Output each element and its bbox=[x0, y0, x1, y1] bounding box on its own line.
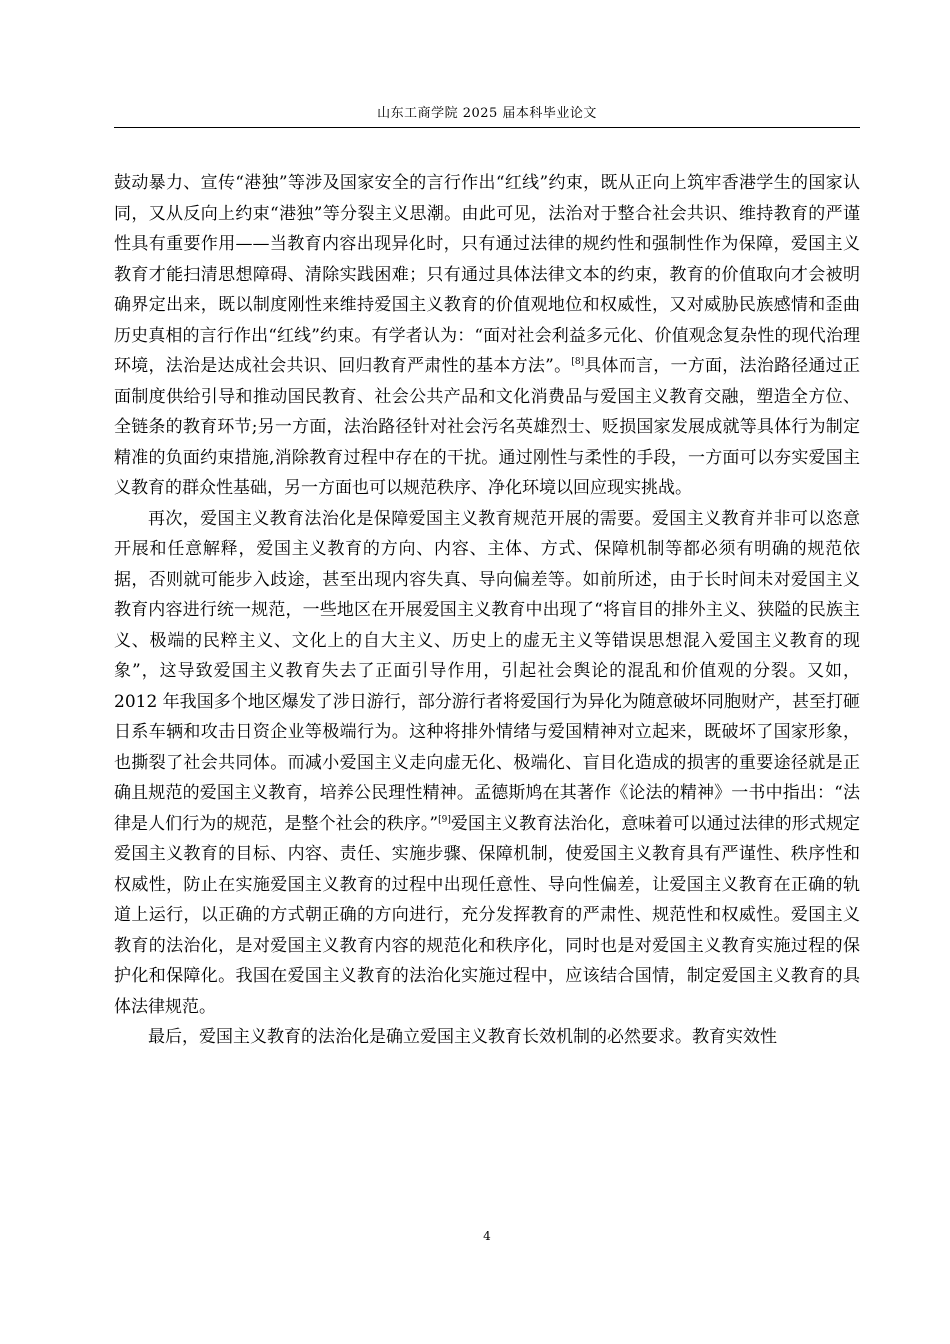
paragraph-continued bbox=[114, 168, 860, 504]
body-text bbox=[114, 168, 860, 1053]
citation-superscript: [9] bbox=[438, 814, 451, 825]
paragraph-text: 最后，爱国主义教育的法治化是确立爱国主义教育长效机制的必然要求。教育实效性 bbox=[148, 1027, 777, 1047]
running-header: 山东工商学院 2025 届本科毕业论文 bbox=[377, 106, 597, 121]
paragraph-text: 具体而言，一方面，法治路径通过正面制度供给引导和推动国民教育、社会公共产品和文化消费品与爱国主义教育交融，塑造全方位、全链条的教育环节;另一方面，法治路径针对社会污名英雄烈士、贬损国家发展成就等具体行为制定精准的负面约束措施,消除教育过程中存在的干扰。通过刚性与柔性的手段，一方面可以夯实爱国主义教育的群众性基础，另一方面也可以规范秩序、净化环境以回应现实挑战。 bbox=[114, 356, 860, 498]
paragraph-text: 爱国主义教育法治化，意味着可以通过法律的形式规定爱国主义教育的目标、内容、责任、实施步骤、保障机制，使爱国主义教育具有严谨性、秩序性和权威性，防止在实施爱国主义教育的过程中出现任意性、导向性偏差，让爱国主义教育在正确的轨道上运行，以正确的方式朝正确的方向进行，充分发挥教育的严肃性、规范性和权威性。爱国主义教育的法治化，是对爱国主义教育内容的规范化和秩序化，同时也是对爱国主义教育实施过程的保护化和保障化。我国在爱国主义教育的法治化实施过程中，应该结合国情，制定爱国主义教育的具体法律规范。 bbox=[114, 813, 861, 1017]
page-number: 4 bbox=[483, 1229, 491, 1243]
paragraph bbox=[114, 504, 860, 1023]
paragraph bbox=[114, 1022, 860, 1053]
citation-superscript: [8] bbox=[571, 357, 585, 367]
paragraph-text: 鼓动暴力、宣传“港独”等涉及国家安全的言行作出“红线”约束，既从正向上筑牢香港学生的国家认同，又从反向上约束“港独”等分裂主义思潮。由此可见，法治对于整合社会共识、维持教育的严谨性具有重要作用——当教育内容出现异化时，只有通过法律的规约性和强制性作为保障，爱国主义教育才能扫清思想障碍、清除实践困难；只有通过具体法律文本的约束，教育的价值取向才会被明确界定出来，既以制度刚性来维持爱国主义教育的价值观地位和权威性，又对威胁民族感情和歪曲历史真相的言行作出“红线”约束。有学者认为：“面对社会利益多元化、价值观念复杂性的现代治理环境，法治是达成社会共识、回归教育严肃性的基本方法”。 bbox=[114, 173, 860, 376]
header-divider bbox=[114, 127, 860, 128]
paragraph-text: 再次，爱国主义教育法治化是保障爱国主义教育规范开展的需要。爱国主义教育并非可以恣意开展和任意解释，爱国主义教育的方向、内容、主体、方式、保障机制等都必须有明确的规范依据，否则就可能步入歧途，甚至出现内容失真、导向偏差等。如前所述，由于长时间未对爱国主义教育内容进行统一规范，一些地区在开展爱国主义教育中出现了“将盲目的排外主义、狭隘的民族主义、极端的民粹主义、文化上的自大主义、历史上的虚无主义等错误思想混入爱国主义教育的现象”，这导致爱国主义教育失去了正面引导作用，引起社会舆论的混乱和价值观的分裂。又如，2012 年我国多个地区爆发了涉日游行，部分游行者将爱国行为异化为随意破坏同胞财产，甚至打砸日系车辆和攻击日资企业等极端行为。这种将排外情绪与爱国精神对立起来，既破坏了国家形象，也撕裂了社会共同体。而减小爱国主义走向虚无化、极端化、盲目化造成的损害的重要途径就是正确且规范的爱国主义教育，培养公民理性精神。孟德斯鸠在其著作《论法的精神》一书中指出：“法律是人们行为的规范，是整个社会的秩序。” bbox=[114, 508, 860, 834]
